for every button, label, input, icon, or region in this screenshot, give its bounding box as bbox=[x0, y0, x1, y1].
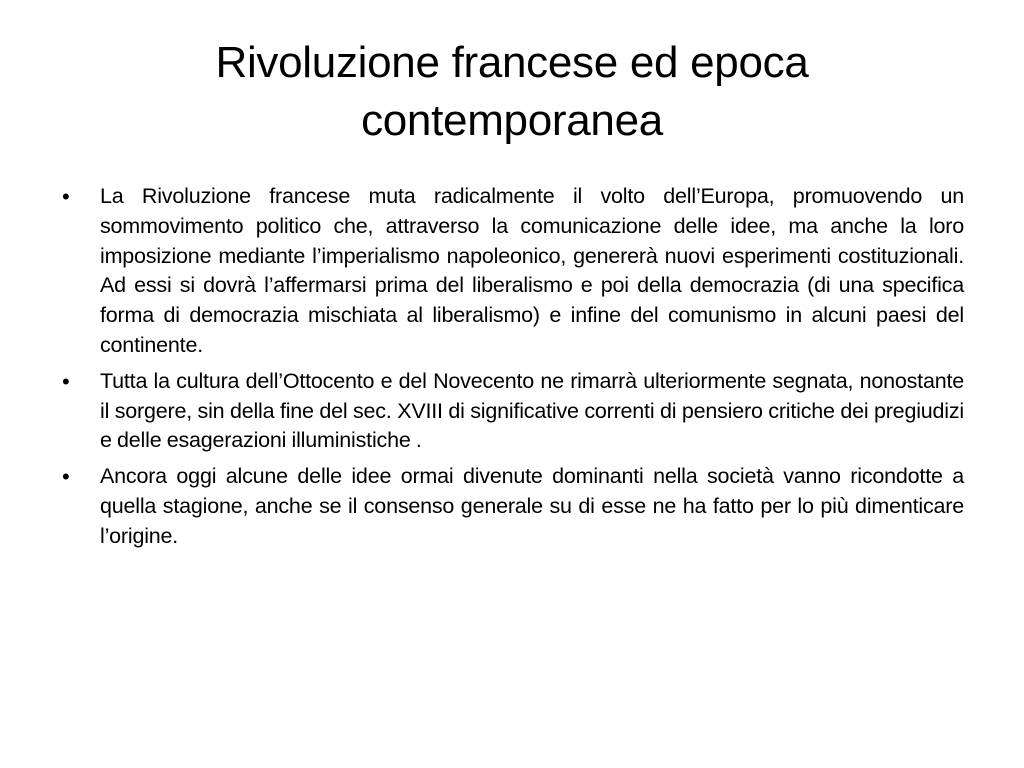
bullet-dot-icon: • bbox=[62, 368, 70, 394]
bullet-text-1: La Rivoluzione francese muta radicalmente il volto dell’Europa, promuovendo un sommovimento politico che, attraverso la comunicazione delle idee, ma anche la loro imposizione mediante l’imperialismo napoleonico, genererà nuovi esperimenti costituzionali. Ad essi si dovrà l’affermarsi prima del liberalismo e poi della democrazia (di una specifica forma di democrazia mischiata al liberalismo) e infine del comunismo in alcuni paesi del continente. bbox=[100, 184, 964, 357]
bullet-text-2: Tutta la cultura dell’Ottocento e del Novecento ne rimarrà ulteriormente segnata, nonostante il sorgere, sin della fine del sec. XVIII di significative correnti di pensiero critiche dei pregiudizi e delle esagerazioni illuministiche . bbox=[100, 368, 964, 453]
bullet-list bbox=[58, 182, 964, 558]
bullet-item-3 bbox=[58, 462, 964, 551]
bullet-item-2 bbox=[58, 367, 964, 456]
bullet-dot-icon: • bbox=[62, 184, 70, 209]
bullet-dot-icon: • bbox=[62, 464, 70, 490]
slide-title: Rivoluzione francese ed epoca contemporanea bbox=[215, 38, 809, 145]
bullet-text-3: Ancora oggi alcune delle idee ormai divenute dominanti nella società vanno ricondotte a quella stagione, anche se il consenso generale su di esse ne ha fatto per lo più dimenticare l’origine. bbox=[100, 464, 964, 548]
bullet-item-1 bbox=[58, 182, 964, 361]
